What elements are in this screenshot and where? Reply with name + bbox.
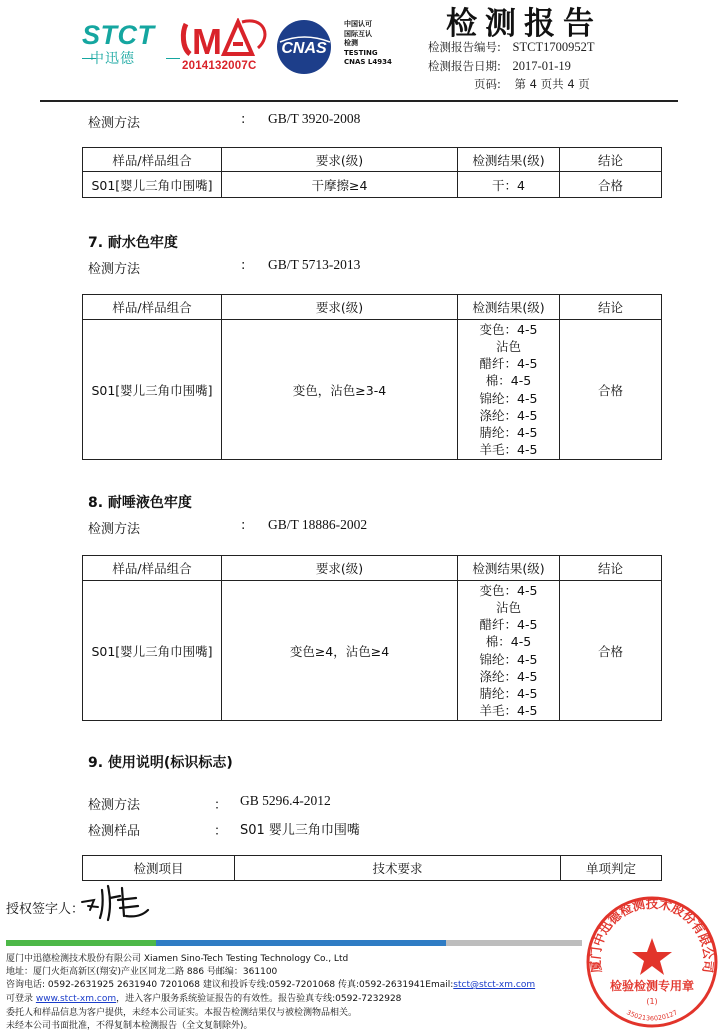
footer-color-bar bbox=[6, 940, 582, 946]
cnas-caption-line: CNAS L4934 bbox=[344, 58, 392, 67]
report-title: 检测报告 bbox=[446, 6, 602, 42]
stct-logo-cn: 中迅德 bbox=[90, 51, 135, 67]
result-line: 醋纤：4-5 bbox=[479, 617, 538, 633]
sample-colon: ： bbox=[214, 824, 228, 839]
method-value: GB/T 18886-2002 bbox=[268, 517, 368, 532]
table-header-cell: 样品/样品组合 bbox=[83, 295, 222, 320]
result-table-rubbing bbox=[82, 147, 662, 198]
table-header-cell: 检测项目 bbox=[83, 856, 235, 881]
table-header-cell: 检测结果(级) bbox=[458, 295, 560, 320]
report-number-row bbox=[428, 39, 594, 55]
cma-mark-icon bbox=[180, 18, 274, 60]
page-number-label: 页码: bbox=[474, 77, 501, 91]
method-label: 检测方法 bbox=[88, 262, 141, 277]
result-line: 沾色 bbox=[495, 599, 521, 615]
table-header-cell: 技术要求 bbox=[235, 856, 561, 881]
table-header-row bbox=[83, 295, 662, 320]
result-line: 锦纶：4-5 bbox=[479, 390, 538, 406]
footer-phone: 咨询电话: 0592-2631925 2631940 7201068 建议和投诉专线:0592-7201068 传真:0592-2631941Email: bbox=[6, 980, 454, 990]
table-row bbox=[83, 172, 662, 198]
result-line: 羊毛：4-5 bbox=[479, 703, 538, 719]
footer-address: 地址：厦门火炬高新区(翔安)产业区同龙二路 886 号邮编：361100 bbox=[6, 967, 278, 977]
requirement-cell: 变色，沾色≥3-4 bbox=[222, 320, 458, 460]
footer-verify-prefix: 可登录 bbox=[6, 994, 36, 1004]
table-header-cell: 结论 bbox=[560, 148, 662, 172]
table-header-cell: 要求(级) bbox=[222, 556, 458, 581]
cnas-caption-line: TESTING bbox=[344, 48, 378, 57]
result-cell: 干：4 bbox=[458, 172, 560, 198]
result-cell bbox=[458, 581, 560, 721]
sample-cell: S01[婴儿三角巾围嘴] bbox=[83, 172, 222, 198]
stct-logo-text: STCT bbox=[82, 20, 155, 50]
result-line: 棉：4-5 bbox=[485, 373, 532, 389]
result-table-labeling bbox=[82, 855, 662, 881]
section-title-7: 7. 耐水色牢度 bbox=[88, 235, 178, 251]
table-header-cell: 要求(级) bbox=[222, 148, 458, 172]
signature-image bbox=[78, 880, 154, 924]
footer-copy-notice: 未经本公司书面批准，不得复制本检测报告（全文复制除外)。 bbox=[6, 1021, 253, 1031]
table-row bbox=[83, 581, 662, 721]
footer-company: 厦门中迅德检测技术股份有限公司 Xiamen Sino-Tech Testing Technology Co., Ltd bbox=[6, 954, 349, 964]
report-date-row bbox=[428, 58, 571, 74]
conclusion-cell: 合格 bbox=[560, 320, 662, 460]
result-line: 变色：4-5 bbox=[479, 582, 538, 598]
table-header-row bbox=[83, 556, 662, 581]
table-header-cell: 样品/样品组合 bbox=[83, 148, 222, 172]
result-cell bbox=[458, 320, 560, 460]
method-label: 检测方法 bbox=[88, 522, 141, 537]
cnas-badge-icon bbox=[270, 18, 340, 76]
cnas-caption-line: 中国认可 bbox=[344, 20, 372, 28]
requirement-cell: 变色≥4，沾色≥4 bbox=[222, 581, 458, 721]
result-line: 棉：4-5 bbox=[485, 634, 532, 650]
method-label: 检测方法 bbox=[88, 798, 141, 813]
header-divider bbox=[40, 100, 678, 102]
result-line: 锦纶：4-5 bbox=[479, 651, 538, 667]
seal-serial: 3502136020127 bbox=[625, 1008, 679, 1023]
table-header-cell: 检测结果(级) bbox=[458, 556, 560, 581]
method-value: GB/T 5713-2013 bbox=[268, 257, 361, 272]
footer-website-link[interactable]: www.stct-xm.com bbox=[35, 994, 117, 1004]
table-header-cell: 样品/样品组合 bbox=[83, 556, 222, 581]
report-number-label: 检测报告编号: bbox=[428, 40, 501, 54]
result-line: 涤纶：4-5 bbox=[479, 668, 538, 684]
sample-value: S01 婴儿三角巾围嘴 bbox=[240, 823, 360, 838]
stct-logo-rule-right bbox=[166, 58, 180, 59]
footer-verify-suffix: ，进入客户服务系统验证报告的有效性。报告验真专线:0592-7232928 bbox=[116, 994, 402, 1004]
footer-verify bbox=[6, 991, 401, 1004]
result-table-saliva bbox=[82, 555, 662, 721]
result-line: 沾色 bbox=[495, 338, 521, 354]
seal-ring-text: 厦门中迅德检测技术股份有限公司 bbox=[587, 895, 717, 974]
method-value: GB/T 3920-2008 bbox=[268, 111, 361, 126]
sample-cell: S01[婴儿三角巾围嘴] bbox=[83, 581, 222, 721]
result-line: 醋纤：4-5 bbox=[479, 356, 538, 372]
section-title-8: 8. 耐唾液色牢度 bbox=[88, 495, 192, 511]
page-number-row bbox=[474, 76, 590, 92]
seal-center-text: 检验检测专用章 bbox=[609, 979, 695, 993]
cnas-caption bbox=[344, 20, 392, 68]
signatory-label: 授权签字人： bbox=[6, 902, 85, 917]
footer-contact bbox=[6, 977, 535, 990]
sample-cell: S01[婴儿三角巾围嘴] bbox=[83, 320, 222, 460]
result-line: 腈纶：4-5 bbox=[479, 424, 538, 440]
method-colon: : bbox=[241, 518, 246, 533]
conclusion-cell: 合格 bbox=[560, 172, 662, 198]
cnas-caption-line: 检测 bbox=[344, 39, 358, 48]
result-line: 腈纶：4-5 bbox=[479, 685, 538, 701]
result-line: 羊毛：4-5 bbox=[479, 442, 538, 458]
table-header-cell: 结论 bbox=[560, 556, 662, 581]
table-row bbox=[83, 320, 662, 460]
table-header-cell: 结论 bbox=[560, 295, 662, 320]
seal-star-icon bbox=[632, 938, 672, 975]
result-line: 变色：4-5 bbox=[479, 321, 538, 337]
method-colon: : bbox=[241, 112, 246, 127]
table-header-cell: 单项判定 bbox=[561, 856, 662, 881]
method-colon: : bbox=[241, 258, 246, 273]
report-date-label: 检测报告日期: bbox=[428, 59, 501, 73]
result-line: 涤纶：4-5 bbox=[479, 407, 538, 423]
footer-disclaimer: 委托人和样品信息为客户提供，未经本公司证实。本报告检测结果仅与被检测物品相关。 bbox=[6, 1008, 358, 1018]
table-header-row bbox=[83, 148, 662, 172]
cnas-caption-line: 国际互认 bbox=[344, 29, 372, 38]
svg-text:M: M bbox=[192, 21, 222, 60]
method-value: GB 5296.4-2012 bbox=[240, 793, 331, 808]
table-header-row bbox=[83, 856, 662, 881]
cma-number: 2014132007C bbox=[182, 60, 257, 72]
method-label: 检测方法 bbox=[88, 116, 141, 131]
cnas-badge-text: CNAS bbox=[281, 40, 327, 57]
report-number: STCT1700952T bbox=[512, 40, 595, 54]
page-number: 第 4 页共 4 页 bbox=[514, 77, 590, 91]
requirement-cell: 干摩擦≥4 bbox=[222, 172, 458, 198]
footer-email-link[interactable]: stct@stct-xm.com bbox=[453, 980, 536, 990]
cma-logo bbox=[180, 18, 274, 78]
table-header-cell: 要求(级) bbox=[222, 295, 458, 320]
sample-label: 检测样品 bbox=[88, 824, 141, 839]
method-colon: ： bbox=[214, 798, 228, 813]
table-header-cell: 检测结果(级) bbox=[458, 148, 560, 172]
stct-logo bbox=[82, 20, 180, 68]
result-table-water bbox=[82, 294, 662, 460]
report-date: 2017-01-19 bbox=[512, 59, 571, 73]
cnas-logo bbox=[270, 18, 340, 76]
company-seal bbox=[584, 892, 720, 1032]
seal-number-mark: (1) bbox=[646, 997, 658, 1006]
conclusion-cell: 合格 bbox=[560, 581, 662, 721]
section-title-9: 9. 使用说明(标识标志) bbox=[88, 755, 233, 771]
